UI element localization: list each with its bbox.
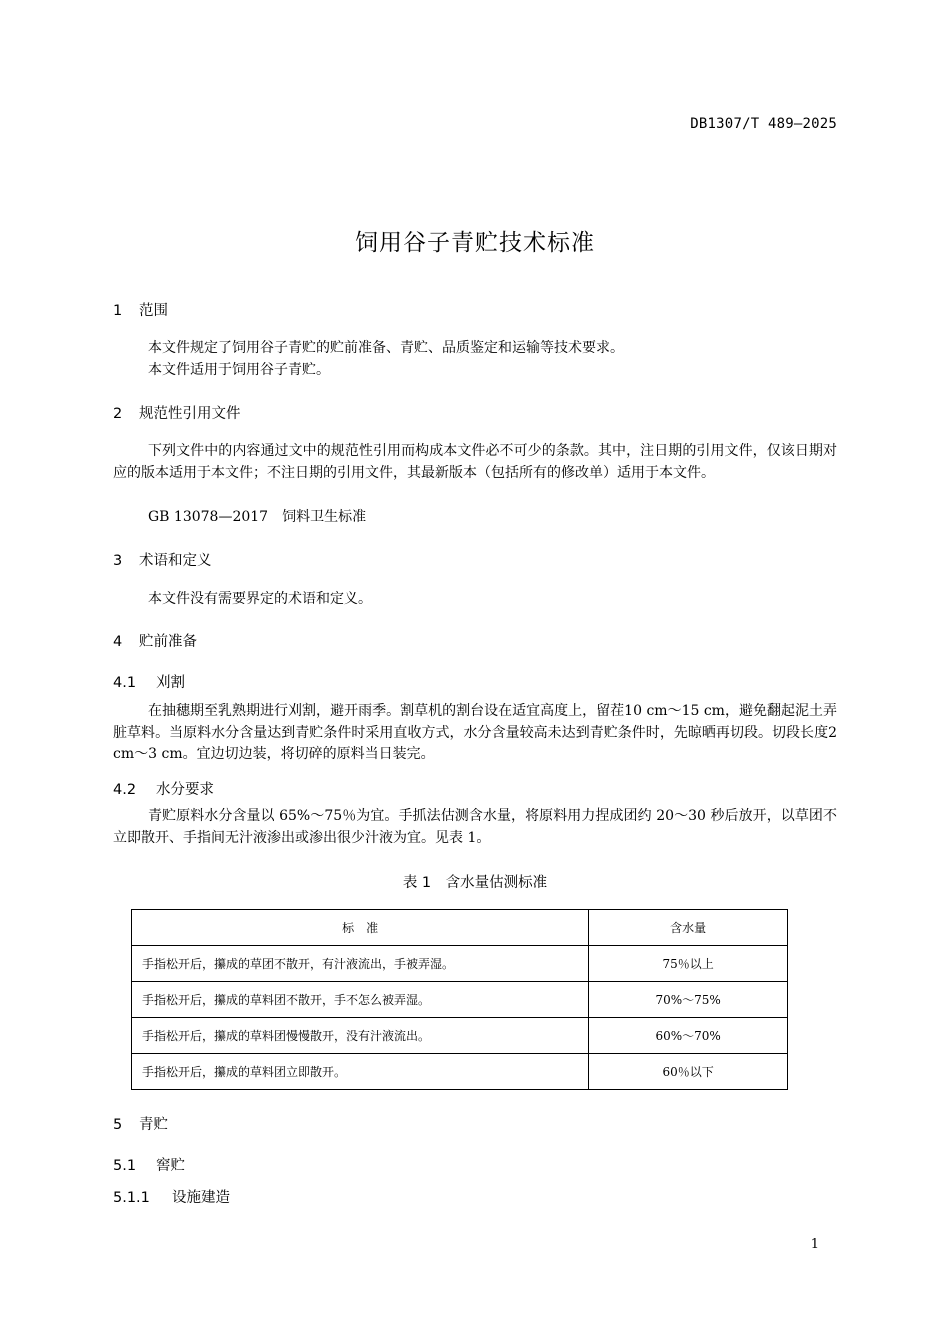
paragraph: 下列文件中的内容通过文中的规范性引用而构成本文件必不可少的条款。其中，注日期的引用文件，仅该日期对应的版本适用于本文件；不注日期的引用文件，其最新版本（包括所有的修改单）适用于本文件。 [113, 443, 837, 481]
paragraph: 青贮原料水分含量以 65%～75％为宜。手抓法估测含水量，将原料用力捏成团约 20～30 秒后放开，以草团不立即散开、手指间无汁液渗出或渗出很少汁液为宜。见表 1。 [113, 808, 837, 846]
table-row [132, 1018, 788, 1054]
table-row [132, 1054, 788, 1090]
table-caption: 表 1 含水量估测标准 [402, 875, 548, 891]
paragraph: 本文件没有需要界定的术语和定义。 [148, 591, 372, 607]
section-4-2-heading [113, 778, 214, 799]
table-cell: 手指松开后，攥成的草团不散开，有汁液流出，手被弄湿。 [132, 946, 589, 982]
table-header-row [132, 910, 788, 946]
section-5-1-heading [113, 1154, 185, 1175]
table-cell: 75％以上 [589, 946, 788, 982]
column-header: 标 准 [132, 910, 589, 946]
table-cell: 60％以下 [589, 1054, 788, 1090]
normative-reference: GB 13078—2017 饲料卫生标准 [148, 509, 367, 525]
document-code: DB1307/T 489—2025 [690, 116, 837, 132]
section-number: 4 [113, 634, 123, 650]
section-5-1-1-heading [113, 1186, 230, 1207]
paragraph: 在抽穗期至乳熟期进行刈割，避开雨季。割草机的割台设在适宜高度上，留茬10 cm～15 cm，避免翻起泥土弄脏草料。当原料水分含量达到青贮条件时采用直收方式，水分含量较高未达到青贮条件时，先晾晒再切段。切段长度2 cm～3 cm。宜边切边装，将切碎的原料当日装完。 [113, 703, 837, 762]
paragraph: 本文件规定了饲用谷子青贮的贮前准备、青贮、品质鉴定和运输等技术要求。 [148, 340, 624, 356]
page-number: 1 [810, 1237, 819, 1252]
section-number: 1 [113, 303, 123, 319]
section-title: 青贮 [139, 1117, 168, 1133]
section-title: 窖贮 [156, 1158, 185, 1174]
section-number: 5 [113, 1117, 123, 1133]
section-number: 4.2 [113, 782, 137, 798]
section-title: 术语和定义 [139, 553, 212, 569]
section-3-heading [113, 549, 212, 570]
section-title: 刈割 [156, 675, 185, 691]
table-cell: 60%～70% [589, 1018, 788, 1054]
table-cell: 手指松开后，攥成的草料团慢慢散开，没有汁液流出。 [132, 1018, 589, 1054]
table-row [132, 946, 788, 982]
section-title: 规范性引用文件 [139, 406, 241, 422]
moisture-estimation-table [131, 909, 788, 1090]
table-cell: 手指松开后，攥成的草料团不散开，手不怎么被弄湿。 [132, 982, 589, 1018]
section-title: 贮前准备 [139, 634, 197, 650]
document-title: 饲用谷子青贮技术标准 [355, 230, 595, 256]
section-number: 5.1.1 [113, 1190, 150, 1206]
section-number: 5.1 [113, 1158, 137, 1174]
table-cell: 手指松开后，攥成的草料团立即散开。 [132, 1054, 589, 1090]
section-number: 4.1 [113, 675, 137, 691]
section-title: 设施建造 [172, 1190, 230, 1206]
paragraph: 本文件适用于饲用谷子青贮。 [148, 362, 330, 378]
section-1-heading [113, 299, 168, 320]
section-title: 水分要求 [156, 782, 214, 798]
section-title: 范围 [139, 303, 168, 319]
section-4-heading [113, 630, 197, 651]
section-5-heading [113, 1113, 168, 1134]
section-number: 2 [113, 406, 123, 422]
section-2-heading [113, 402, 241, 423]
column-header: 含水量 [589, 910, 788, 946]
section-number: 3 [113, 553, 123, 569]
section-4-1-heading [113, 671, 185, 692]
table-cell: 70%～75% [589, 982, 788, 1018]
table-row [132, 982, 788, 1018]
